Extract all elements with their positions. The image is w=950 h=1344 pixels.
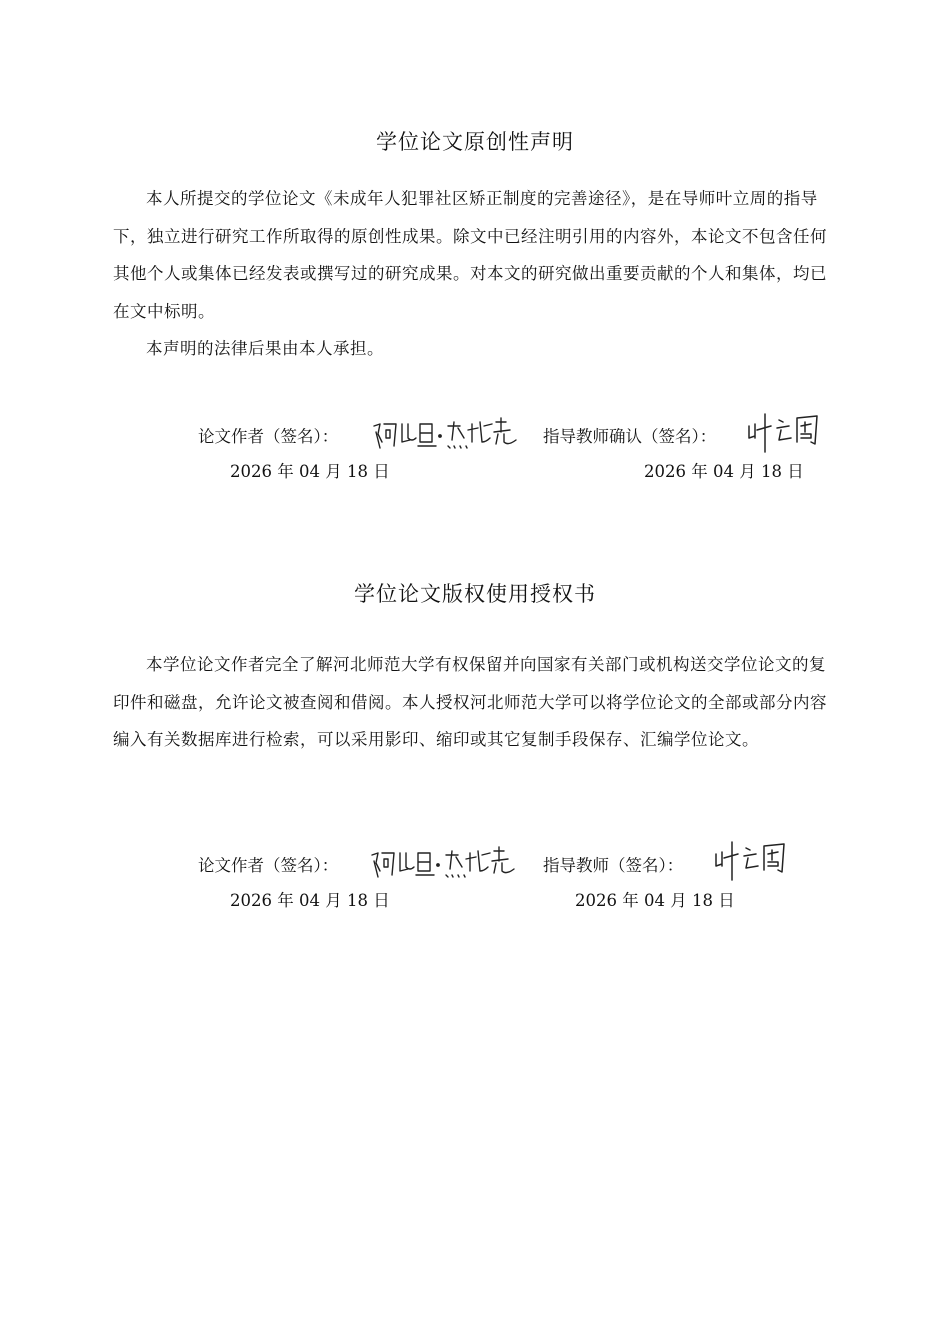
declaration-paragraph: 本人所提交的学位论文《未成年人犯罪社区矫正制度的完善途径》，是在导师叶立周的指导下，独立进行研究工作所取得的原创性成果。除文中已经注明引用的内容外，本论文不包含任何其他个人或集体已经发表或撰写过的研究成果。对本文的研究做出重要贡献的个人和集体，均已在文中标明。 [113,189,827,321]
authorization-author-label: 论文作者（签名）： [198,856,339,875]
declaration-supervisor-signature [745,408,827,456]
authorization-title: 学位论文版权使用授权书 [354,582,596,606]
declaration-author-date: 2026 年 04 月 18 日 [230,462,390,481]
authorization-supervisor-date: 2026 年 04 月 18 日 [575,891,735,910]
declaration-author-label: 论文作者（签名）： [198,427,339,446]
authorization-supervisor-signature [712,836,794,884]
authorization-author-date: 2026 年 04 月 18 日 [230,891,390,910]
declaration-supervisor-label: 指导教师确认（签名）： [543,427,717,446]
declaration-supervisor-date: 2026 年 04 月 18 日 [644,462,804,481]
authorization-author-signature [366,841,526,881]
declaration-title: 学位论文原创性声明 [376,130,574,154]
declaration-author-signature [368,412,528,452]
authorization-supervisor-label: 指导教师（签名）： [543,856,684,875]
declaration-legal-paragraph: 本声明的法律后果由本人承担。 [146,339,384,358]
authorization-paragraph: 本学位论文作者完全了解河北师范大学有权保留并向国家有关部门或机构送交学位论文的复印件和磁盘，允许论文被查阅和借阅。本人授权河北师范大学可以将学位论文的全部或部分内容编入有关数据库进行检索，可以采用影印、缩印或其它复制手段保存、汇编学位论文。 [113,655,827,749]
